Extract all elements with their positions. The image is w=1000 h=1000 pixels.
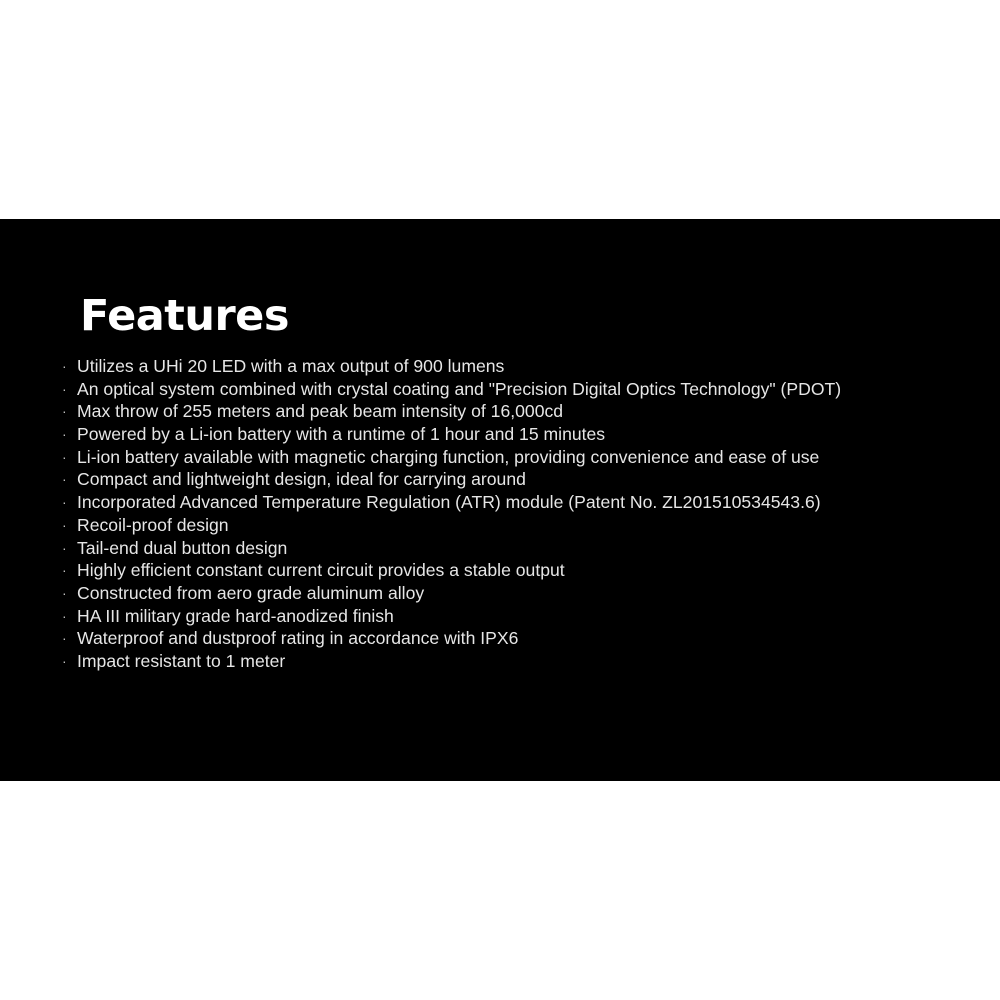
feature-item <box>62 605 992 628</box>
feature-text: Highly efficient constant current circuit provides a stable output <box>77 560 565 581</box>
feature-text: Recoil-proof design <box>77 514 229 535</box>
bullet-icon: · <box>62 584 67 601</box>
feature-item <box>62 627 992 650</box>
feature-text: An optical system combined with crystal coating and "Precision Digital Optics Technology" (PDOT) <box>77 378 842 399</box>
bullet-icon: · <box>62 448 67 465</box>
features-title: Features <box>80 291 289 341</box>
feature-item <box>62 468 992 491</box>
bullet-icon: · <box>62 380 67 397</box>
features-list <box>62 355 992 673</box>
feature-text: Constructed from aero grade aluminum alloy <box>77 582 425 603</box>
bullet-icon: · <box>62 516 67 533</box>
feature-text: Tail-end dual button design <box>77 537 288 558</box>
feature-item <box>62 446 992 469</box>
bullet-icon: · <box>62 471 67 488</box>
feature-text: Utilizes a UHi 20 LED with a max output of 900 lumens <box>77 356 505 376</box>
bullet-icon: · <box>62 539 67 556</box>
bullet-icon: · <box>62 630 67 647</box>
feature-item <box>62 582 992 605</box>
feature-item <box>62 650 992 673</box>
feature-text: Powered by a Li-ion battery with a runtime of 1 hour and 15 minutes <box>77 424 606 445</box>
feature-text: Waterproof and dustproof rating in accordance with IPX6 <box>77 628 519 649</box>
feature-item <box>62 559 992 582</box>
feature-item <box>62 537 992 560</box>
feature-item <box>62 355 992 378</box>
feature-text: Li-ion battery available with magnetic charging function, providing convenience and ease of use <box>77 446 820 467</box>
feature-item <box>62 423 992 446</box>
bullet-icon: · <box>62 562 67 579</box>
bullet-icon: · <box>62 426 67 443</box>
bullet-icon: · <box>62 403 67 420</box>
bullet-icon: · <box>62 652 67 669</box>
feature-text: Incorporated Advanced Temperature Regulation (ATR) module (Patent No. ZL201510534543.6) <box>77 492 821 513</box>
bullet-icon: · <box>62 494 67 511</box>
feature-text: Compact and lightweight design, ideal for carrying around <box>77 469 526 490</box>
feature-item <box>62 514 992 537</box>
feature-item <box>62 400 992 423</box>
feature-text: HA III military grade hard-anodized finish <box>77 605 394 626</box>
feature-item <box>62 491 992 514</box>
feature-item <box>62 378 992 401</box>
bullet-icon: · <box>62 607 67 624</box>
feature-text: Max throw of 255 meters and peak beam intensity of 16,000cd <box>77 401 564 422</box>
feature-text: Impact resistant to 1 meter <box>77 650 286 671</box>
bullet-icon: · <box>62 358 67 374</box>
